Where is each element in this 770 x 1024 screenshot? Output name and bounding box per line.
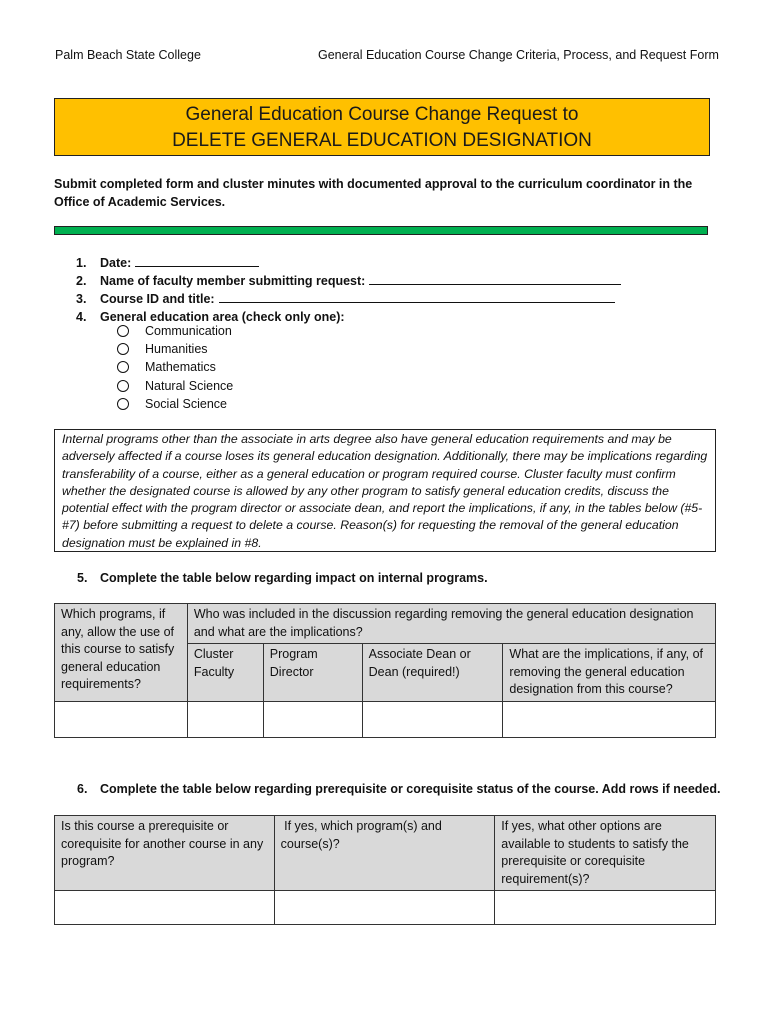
option-social-science[interactable] (117, 395, 233, 413)
option-communication[interactable] (117, 322, 233, 340)
item-label: Course ID and title: (100, 292, 215, 306)
page-title-box (54, 98, 710, 156)
radio-button[interactable] (117, 325, 129, 337)
table-row (55, 891, 716, 925)
cell-director-input[interactable] (263, 701, 362, 737)
cell-implications-input[interactable] (503, 701, 716, 737)
radio-button[interactable] (117, 343, 129, 355)
cell-cluster-input[interactable] (187, 701, 263, 737)
section-divider-bar (54, 226, 708, 235)
header-college-name: Palm Beach State College (55, 48, 201, 62)
header-is-prerequisite: Is this course a prerequisite or corequisite for another course in any program? (55, 816, 275, 891)
option-label: Humanities (145, 342, 208, 357)
gen-ed-area-options (117, 322, 233, 413)
prerequisite-table (54, 815, 716, 925)
page-title-line2: DELETE GENERAL EDUCATION DESIGNATION (172, 130, 592, 151)
date-field[interactable] (135, 254, 259, 267)
cell-options-input[interactable] (495, 891, 716, 925)
option-label: Mathematics (145, 360, 216, 375)
item-faculty-name (76, 272, 621, 290)
radio-button[interactable] (117, 398, 129, 410)
header-which-courses: If yes, which program(s) and course(s)? (274, 816, 495, 891)
submission-instructions: Submit completed form and cluster minutes with documented approval to the curriculum coordinator in the Office of Academic Services. (54, 177, 693, 209)
item-number: 3. (76, 292, 87, 306)
header-program-director: Program Director (263, 644, 362, 702)
cell-courses-input[interactable] (274, 891, 495, 925)
radio-button[interactable] (117, 361, 129, 373)
item-course-id (76, 290, 621, 308)
header-discussion: Who was included in the discussion regarding removing the general education designation and what are the implications? (187, 604, 715, 644)
radio-button[interactable] (117, 380, 129, 392)
item-number: 1. (76, 256, 87, 270)
question-text: Complete the table below regarding impact on internal programs. (100, 571, 488, 585)
cell-programs-input[interactable] (55, 701, 188, 737)
table-row (55, 701, 716, 737)
header-form-title: General Education Course Change Criteria, Process, and Request Form (318, 48, 719, 62)
option-label: Social Science (145, 396, 227, 411)
cell-dean-input[interactable] (362, 701, 503, 737)
item-date (76, 254, 621, 272)
item-label: Date: (100, 256, 132, 270)
header-other-options: If yes, what other options are available to students to satisfy the prerequisite or corequisite requirement(s)? (495, 816, 716, 891)
internal-programs-table (54, 603, 716, 738)
question-text: Complete the table below regarding prerequisite or corequisite status of the course. Add rows if needed. (100, 782, 721, 796)
question-number: 6. (77, 782, 88, 796)
item-number: 4. (76, 310, 87, 324)
internal-programs-note: Internal programs other than the associate in arts degree also have general education requirements and may be adversely affected if a course loses its general education designation. Additionally, there may be implications regarding transferability of a course, either as a general education or program required course. Cluster faculty must confirm whether the designated course is allowed by any other program to satisfy general education credits, discuss the potential effect with the program director or associate dean, and report the implications, if any, in the tables below (#5-#7) before submitting a request to delete a course. Reason(s) for requesting the removal of the general education designation must be explained in #8. (54, 429, 716, 552)
question-number: 5. (77, 571, 88, 585)
option-natural-science[interactable] (117, 377, 233, 395)
form-items-list (76, 254, 621, 326)
faculty-name-field[interactable] (369, 272, 621, 285)
cell-prerequisite-input[interactable] (55, 891, 275, 925)
question-5 (77, 571, 488, 585)
item-label: Name of faculty member submitting request: (100, 274, 366, 288)
header-implications: What are the implications, if any, of removing the general education designation from this course? (503, 644, 716, 702)
option-label: Natural Science (145, 378, 234, 393)
option-mathematics[interactable] (117, 358, 233, 376)
header-which-programs: Which programs, if any, allow the use of this course to satisfy general education requirements? (55, 604, 188, 702)
question-6 (77, 782, 720, 796)
course-id-title-field[interactable] (219, 290, 615, 303)
option-humanities[interactable] (117, 340, 233, 358)
page-title-line1: General Education Course Change Request to (185, 104, 579, 125)
header-associate-dean: Associate Dean or Dean (required!) (362, 644, 503, 702)
header-cluster-faculty: Cluster Faculty (187, 644, 263, 702)
item-number: 2. (76, 274, 87, 288)
item-label: General education area (check only one): (100, 310, 345, 324)
option-label: Communication (145, 324, 232, 338)
